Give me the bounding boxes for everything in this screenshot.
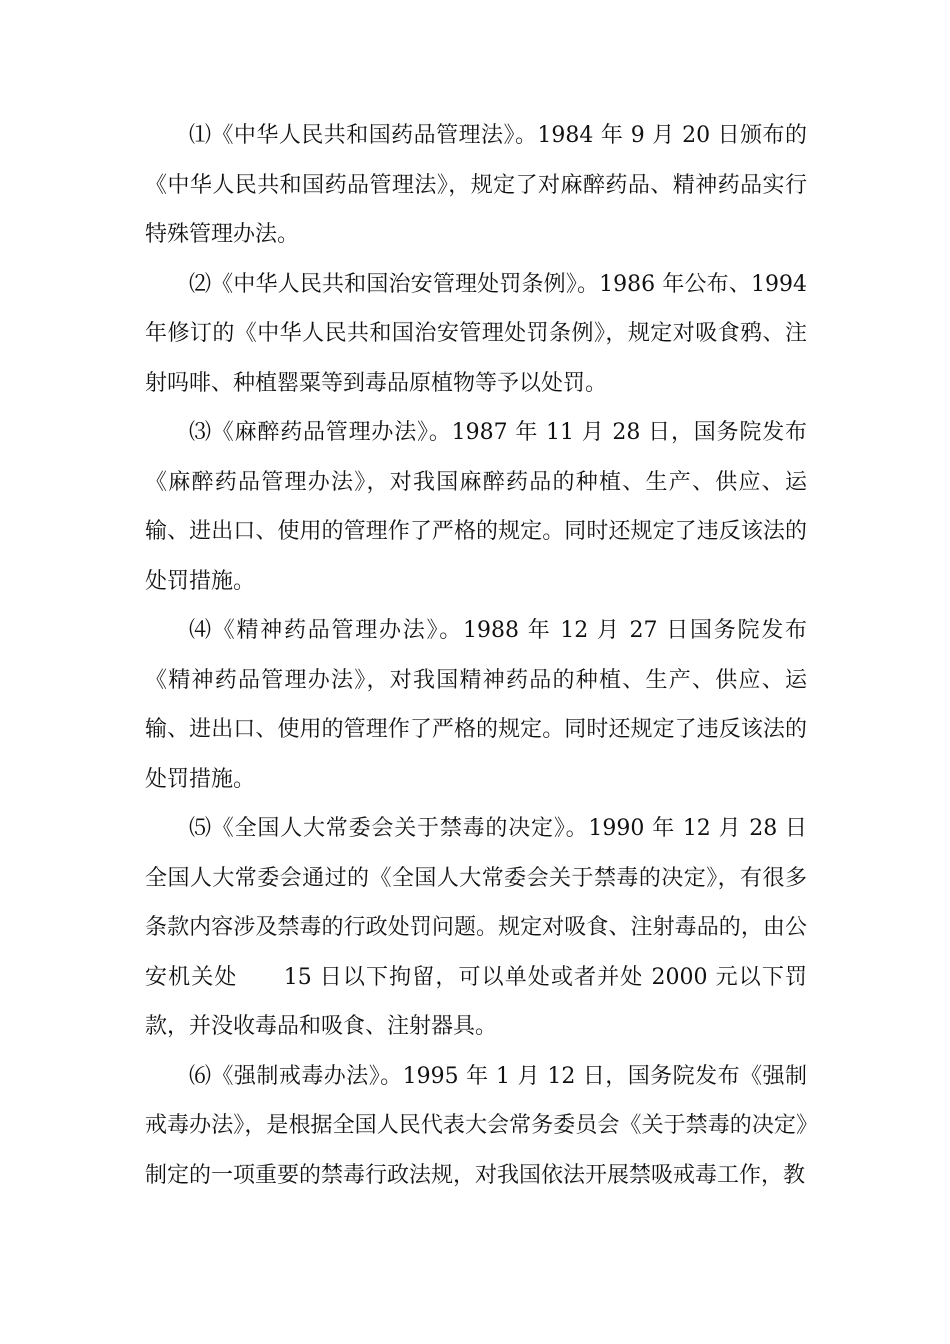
paragraph-3: ⑶《麻醉药品管理办法》。1987 年 11 月 28 日，国务院发布《麻醉药品管理办法》，对我国麻醉药品的种植、生产、供应、运输、进出口、使用的管理作了严格的规定。同时还规定了违反该法的处罚措施。 xyxy=(145,420,807,594)
document-body xyxy=(145,111,807,1200)
paragraph-1: ⑴《中华人民共和国药品管理法》。1984 年 9 月 20 日颁布的《中华人民共和国药品管理法》，规定了对麻醉药品、精神药品实行特殊管理办法。 xyxy=(145,123,807,247)
paragraph-4: ⑷《精神药品管理办法》。1988 年 12 月 27 日国务院发布《精神药品管理办法》，对我国精神药品的种植、生产、供应、运输、进出口、使用的管理作了严格的规定。同时还规定了违反该法的处罚措施。 xyxy=(145,618,807,792)
paragraph-2: ⑵《中华人民共和国治安管理处罚条例》。1986 年公布、1994 年修订的《中华人民共和国治安管理处罚条例》，规定对吸食鸦、注射吗啡、种植罂粟等到毒品原植物等予以处罚。 xyxy=(145,271,807,396)
paragraph-6: ⑹《强制戒毒办法》。1995 年 1 月 12 日，国务院发布《强制戒毒办法》，是根据全国人民代表大会常务委员会《关于禁毒的决定》制定的一项重要的禁毒行政法规，对我国依法开展禁吸戒毒工作，教 xyxy=(145,1063,807,1188)
paragraph-5: ⑸《全国人大常委会关于禁毒的决定》。1990 年 12 月 28 日全国人大常委会通过的《全国人大常委会关于禁毒的决定》，有很多条款内容涉及禁毒的行政处罚问题。规定对吸食、注射毒品的，由公安机关处 15 日以下拘留，可以单处或者并处 2000 元以下罚款，并没收毒品和吸食、注射器具。 xyxy=(145,816,807,1039)
